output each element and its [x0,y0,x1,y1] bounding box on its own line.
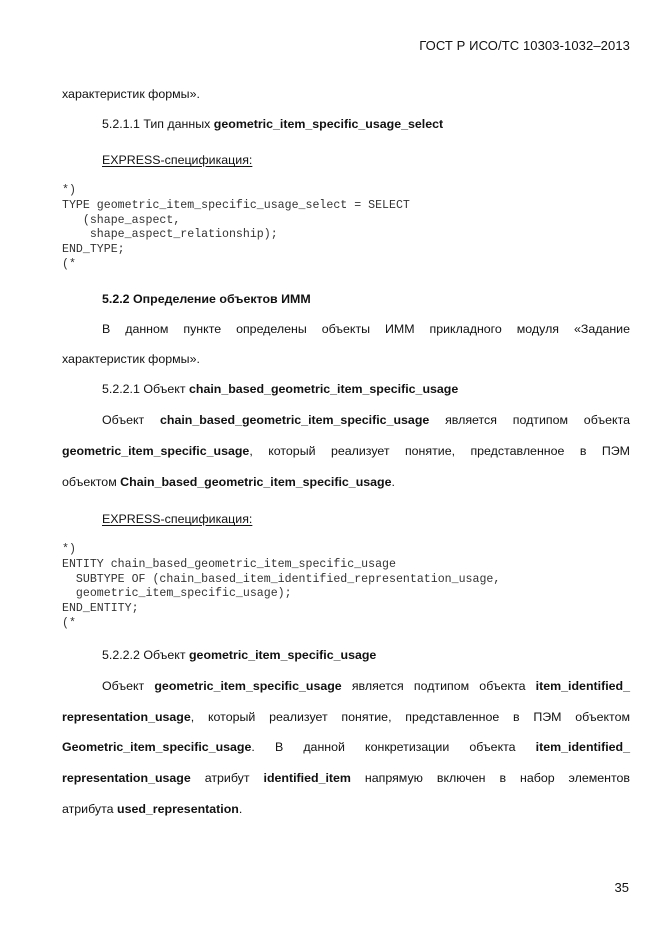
paragraph-line [62,740,630,755]
entity-ref: Geometric_item_specific_usage [62,740,252,754]
paragraph-line [62,444,630,459]
text-run: атрибута [62,802,117,816]
code-block-type: *) TYPE geometric_item_specific_usage_select = SELECT (shape_aspect, shape_aspect_relationship); END_TYPE; (* [62,184,410,271]
section-prefix: 5.2.2.1 Объект [102,382,189,396]
paragraph-line [102,413,630,428]
text-run: является подтипом объекта [429,413,631,427]
section-prefix: 5.2.1.1 Тип данных [102,117,214,131]
text-run: объектом [62,475,121,489]
text-run: Объект [102,413,160,427]
text-run: является подтипом объекта [341,679,536,693]
paragraph-line [62,771,630,786]
express-label [102,512,630,527]
paragraph-line [62,475,630,490]
entity-ref: geometric_item_specific_usage [62,444,250,458]
paragraph-line [62,710,630,725]
express-label [102,153,630,168]
paragraph-line [102,679,630,694]
section-title: 5.2.2 Определение объектов ИММ [102,292,311,306]
section-5-2-2-1-heading [102,382,630,397]
text-run: Объект [102,679,155,693]
paragraph-continuation: характеристик формы». [62,87,200,101]
text-run: атрибут [190,771,264,785]
entity-ref: Chain_based_geometric_item_specific_usage [120,475,392,489]
entity-ref: representation_usage [62,710,191,724]
entity-ref: representation_usage [62,771,191,785]
text-run: , который реализует понятие, представленное в ПЭМ [249,444,630,458]
document-header: ГОСТ Р ИСО/ТС 10303-1032–2013 [419,38,630,53]
express-spec-label: EXPRESS-спецификация: [102,512,253,526]
express-spec-label: EXPRESS-спецификация: [102,153,253,167]
text-run: . [391,475,395,489]
entity-name: chain_based_geometric_item_specific_usage [188,382,459,396]
section-5-2-1-1-heading [102,117,630,132]
entity-ref: geometric_item_specific_usage [154,679,342,693]
paragraph-line [62,802,630,817]
attribute-ref: identified_item [263,771,351,785]
code-block-entity: *) ENTITY chain_based_geometric_item_specific_usage SUBTYPE OF (chain_based_item_identified_representation_usage, geometric_item_specific_usage); END_ENTITY; (* [62,543,501,630]
section-prefix: 5.2.2.2 Объект [102,648,189,662]
text-run: , который реализует понятие, представленное в ПЭМ объектом [190,710,630,724]
text-run: . В данной конкретизации объекта [251,740,536,754]
entity-name: geometric_item_specific_usage [188,648,377,662]
page-number: 35 [614,880,629,895]
section-5-2-2-heading [102,292,630,307]
paragraph-line: характеристик формы». [62,352,200,366]
entity-ref: item_identified_ [535,740,630,754]
datatype-name: geometric_item_specific_usage_select [213,117,444,131]
paragraph-line: В данном пункте определены объекты ИММ прикладного модуля «Задание [102,322,630,336]
entity-ref: item_identified_ [535,679,630,693]
text-run: напрямую включен в набор элементов [350,771,630,785]
attribute-ref: used_representation [117,802,239,816]
entity-ref: chain_based_geometric_item_specific_usage [160,413,430,427]
text-run: . [238,802,243,816]
section-5-2-2-2-heading [102,648,630,663]
